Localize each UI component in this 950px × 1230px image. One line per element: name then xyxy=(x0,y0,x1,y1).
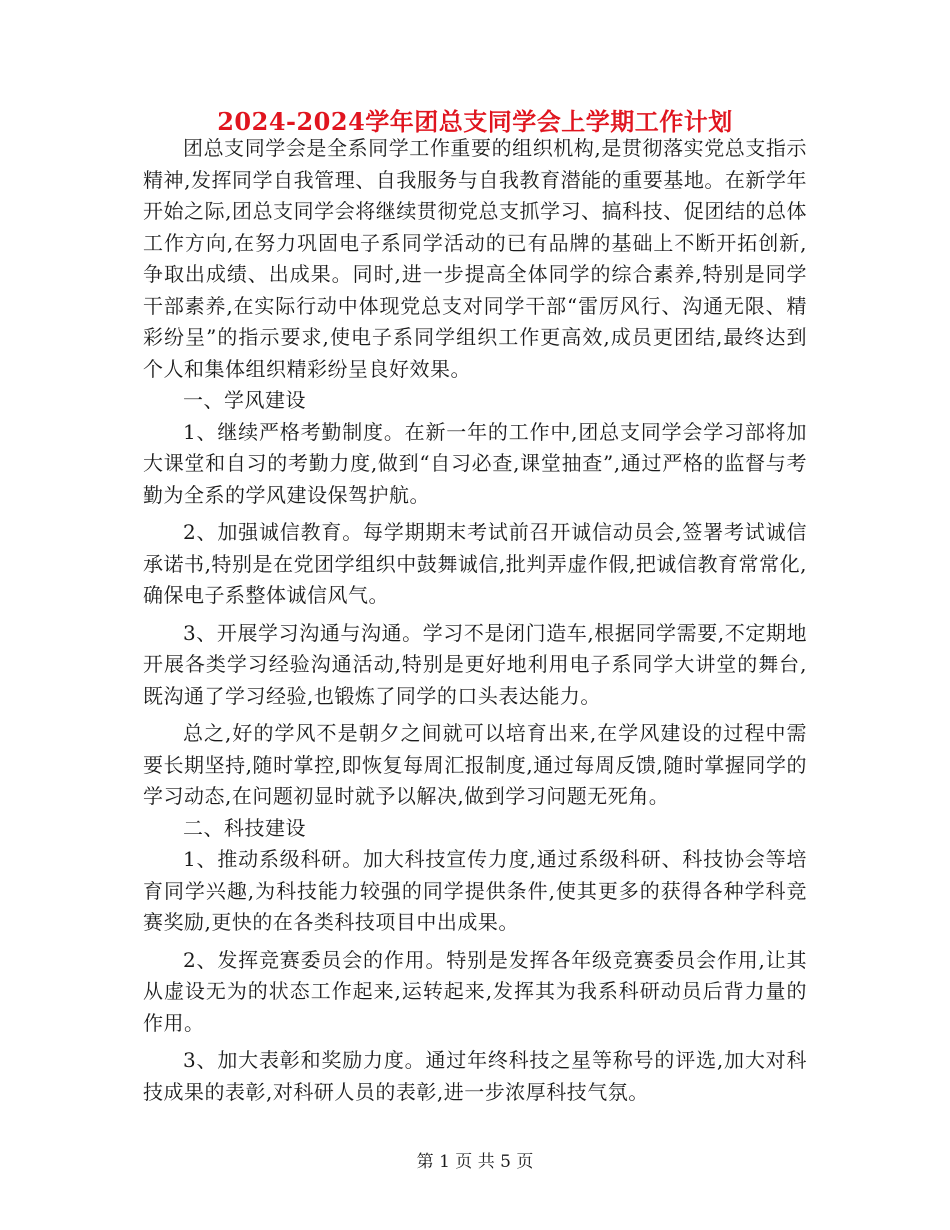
intro-paragraph: 团总支同学会是全系同学工作重要的组织机构,是贯彻落实党总支指示精神,发挥同学自我管理、自我服务与自我教育潜能的重要基地。在新学年开始之际,团总支同学会将继续贯彻党总支抓学习、搞科技、促团结的总体工作方向,在努力巩固电子系同学活动的已有品牌的基础上不断开拓创新,争取出成绩、出成果。同时,进一步提高全体同学的综合素养,特别是同学干部素养,在实际行动中体现党总支对同学干部“雷厉风行、沟通无限、精彩纷呈”的指示要求,使电子系同学组织工作更高效,成员更团结,最终达到个人和集体组织精彩纷呈良好效果。 xyxy=(143,136,807,381)
paragraph-awards: 3、加大表彰和奖励力度。通过年终科技之星等称号的评选,加大对科技成果的表彰,对科研人员的表彰,进一步浓厚科技气氛。 xyxy=(143,1048,807,1104)
paragraph-competition-committee: 2、发挥竞赛委员会的作用。特别是发挥各年级竞赛委员会作用,让其从虚设无为的状态工作起来,运转起来,发挥其为我系科研动员后背力量的作用。 xyxy=(143,947,807,1035)
paragraph-exchange: 3、开展学习沟通与沟通。学习不是闭门造车,根据同学需要,不定期地开展各类学习经验沟通活动,特别是更好地利用电子系同学大讲堂的舞台,既沟通了学习经验,也锻炼了同学的口头表达能力。 xyxy=(143,620,807,708)
document-title: 2024-2024学年团总支同学会上学期工作计划 xyxy=(217,107,733,136)
paragraph-research: 1、推动系级科研。加大科技宣传力度,通过系级科研、科技协会等培育同学兴趣,为科技能力较强的同学提供条件,使其更多的获得各种学科竞赛奖励,更快的在各类科技项目中出成果。 xyxy=(143,847,807,934)
paragraph-summary: 总之,好的学风不是朝夕之间就可以培育出来,在学风建设的过程中需要长期坚持,随时掌控,即恢复每周汇报制度,通过每周反馈,随时掌握同学的学习动态,在问题初显时就予以解决,做到学习问题无死角。 xyxy=(143,721,807,808)
paragraph-attendance: 1、继续严格考勤制度。在新一年的工作中,团总支同学会学习部将加大课堂和自习的考勤力度,做到“自习必查,课堂抽查”,通过严格的监督与考勤为全系的学风建设保驾护航。 xyxy=(143,419,807,507)
paragraph-integrity: 2、加强诚信教育。每学期期末考试前召开诚信动员会,签署考试诚信承诺书,特别是在党团学组织中鼓舞诚信,批判弄虚作假,把诚信教育常常化,确保电子系整体诚信风气。 xyxy=(143,520,807,607)
section-heading-technology: 二、科技建设 xyxy=(183,815,306,840)
page-number-footer: 第 1 页 共 5 页 xyxy=(416,1152,534,1172)
section-heading-study-style: 一、学风建设 xyxy=(183,388,306,412)
document-body xyxy=(143,133,807,1108)
